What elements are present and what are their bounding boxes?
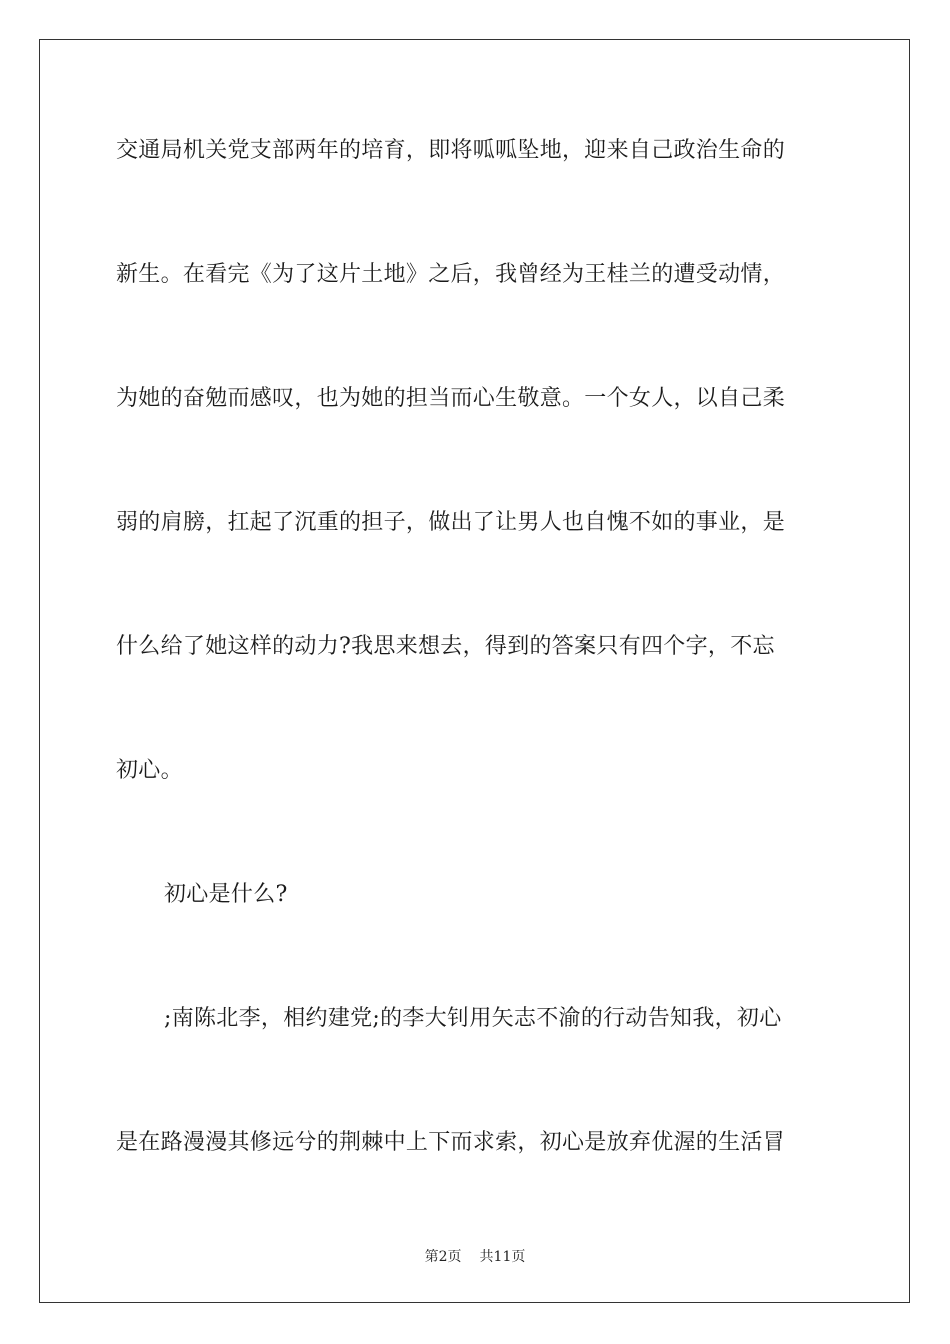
body-line: 是在路漫漫其修远兮的荆棘中上下而求索，初心是放弃优渥的生活冒 <box>116 1130 786 1155</box>
paragraph-question: 初心是什么? <box>164 882 288 907</box>
body-line: ;南陈北李，相约建党;的李大钊用矢志不渝的行动告知我，初心 <box>164 1006 782 1031</box>
body-line: 初心。 <box>116 758 183 783</box>
page-number: 第2页 <box>424 1249 462 1265</box>
body-line: 为她的奋勉而感叹，也为她的担当而心生敬意。一个女人，以自己柔 <box>116 386 786 411</box>
document-body <box>116 132 836 1248</box>
body-line: 交通局机关党支部两年的培育，即将呱呱坠地，迎来自己政治生命的 <box>116 138 786 163</box>
body-line: 什么给了她这样的动力?我思来想去，得到的答案只有四个字，不忘 <box>116 634 775 659</box>
body-line: 新生。在看完《为了这片土地》之后，我曾经为王桂兰的遭受动情， <box>116 262 786 287</box>
page-total: 共11页 <box>479 1249 526 1265</box>
page-footer <box>0 1246 950 1266</box>
body-line: 弱的肩膀，扛起了沉重的担子，做出了让男人也自愧不如的事业，是 <box>116 510 786 535</box>
